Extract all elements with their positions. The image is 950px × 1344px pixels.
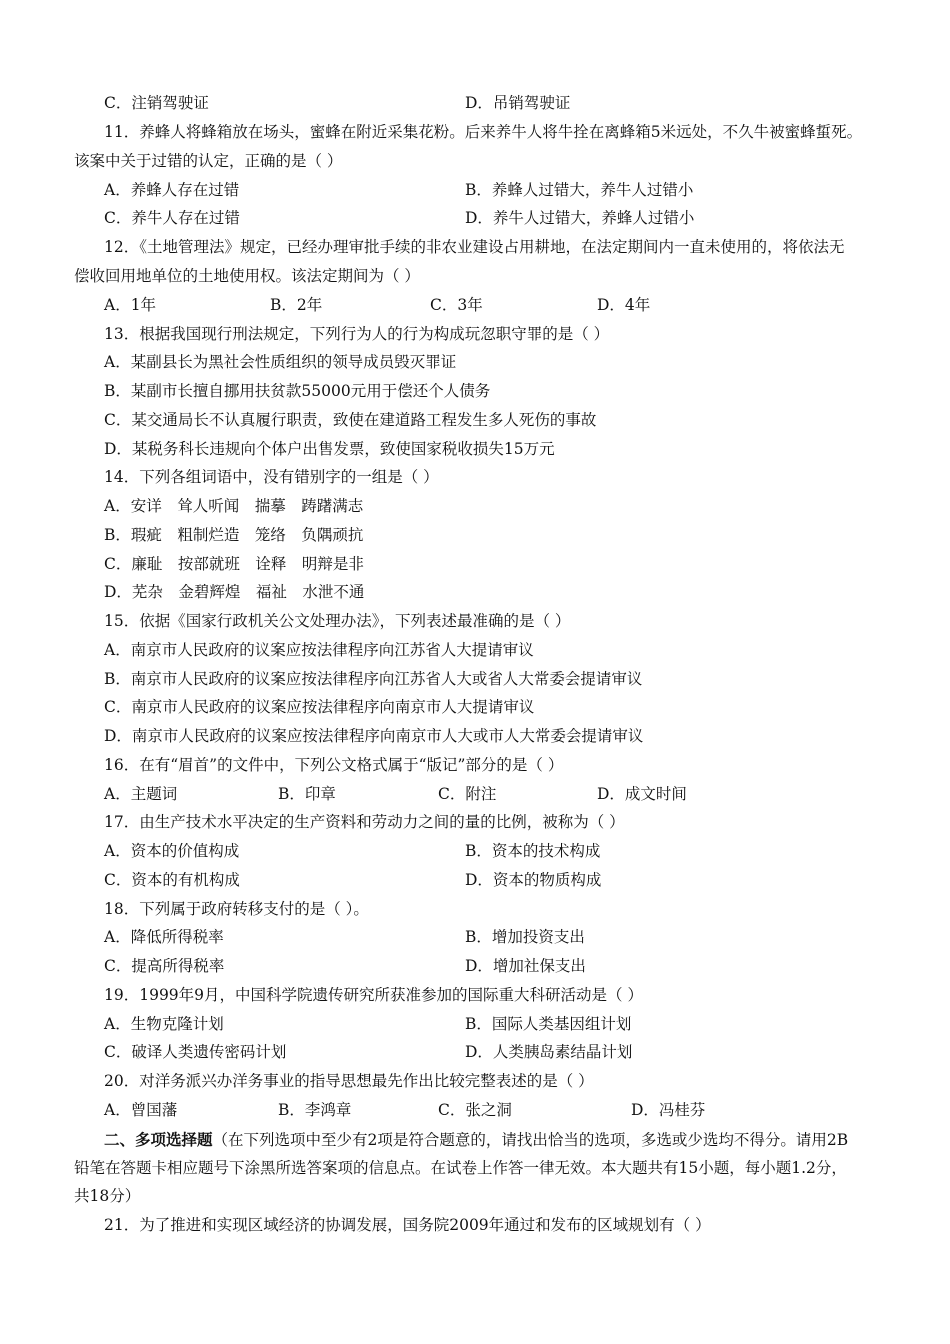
q17-stem-text: 17．由生产技术水平决定的生产资料和劳动力之间的量的比例，被称为（ ）: [104, 813, 625, 831]
section2-instructions-2: 铅笔在答题卡相应题号下涂黑所选答案项的信息点。在试卷上作答一律无效。本大题共有15小题，每小题1.2分，: [74, 1159, 847, 1177]
section2-heading-line: [0, 1125, 950, 1154]
q14-option-d: [0, 578, 950, 607]
q11-options-cd: [0, 204, 950, 233]
q18-option-b: B．增加投资支出: [465, 928, 585, 946]
q14-stem-text: 14．下列各组词语中，没有错别字的一组是（ ）: [104, 468, 439, 486]
q20-options: [0, 1096, 950, 1125]
q17-option-c: C．资本的有机构成: [104, 871, 240, 889]
q19-options-cd: [0, 1038, 950, 1067]
q14-option-a-text: A．安详 耸人听闻 揣摹 踌躇满志: [104, 497, 364, 515]
q12-stem-text-2: 偿收回用地单位的土地使用权。该法定期间为（ ）: [74, 267, 420, 285]
q18-stem: [0, 895, 950, 924]
q16-stem-text: 16．在有“眉首”的文件中，下列公文格式属于“版记”部分的是（ ）: [104, 756, 564, 774]
q14-option-b-text: B．瑕疵 粗制烂造 笼络 负隅顽抗: [104, 526, 364, 544]
q11-stem-text-2: 该案中关于过错的认定，正确的是（ ）: [74, 152, 343, 170]
section2-instructions-1: （在下列选项中至少有2项是符合题意的，请找出恰当的选项，多选或少选均不得分。请用2B: [212, 1131, 849, 1149]
q18-option-a: A．降低所得税率: [104, 928, 224, 946]
q15-stem: [0, 607, 950, 636]
q12-option-b: B．2年: [270, 296, 323, 314]
q16-option-b: B．印章: [278, 785, 336, 803]
q11-option-b: B．养蜂人过错大，养牛人过错小: [465, 181, 694, 199]
q12-stem-line1: [0, 233, 950, 262]
q13-option-a: [0, 348, 950, 377]
q17-options-cd: [0, 866, 950, 895]
q14-stem: [0, 463, 950, 492]
q14-option-c-text: C．廉耻 按部就班 诠释 明辩是非: [104, 555, 364, 573]
q19-stem: [0, 981, 950, 1010]
q11-options-ab: [0, 176, 950, 205]
q17-option-a: A．资本的价值构成: [104, 842, 240, 860]
q17-option-b: B．资本的技术构成: [465, 842, 601, 860]
q11-stem-text-1: 11．养蜂人将蜂箱放在场头，蜜蜂在附近采集花粉。后来养牛人将牛拴在离蜂箱5米远处，不久牛被蜜蜂蜇死。: [104, 123, 863, 141]
q16-option-d: D．成文时间: [597, 785, 687, 803]
section2-instructions-line3: [0, 1182, 950, 1211]
q15-option-a-text: A．南京市人民政府的议案应按法律程序向江苏省人大提请审议: [104, 641, 534, 659]
q19-option-c: C．破译人类遗传密码计划: [104, 1043, 287, 1061]
q20-option-b: B．李鸿章: [278, 1101, 352, 1119]
q10-option-d: D．吊销驾驶证: [465, 94, 571, 112]
q12-stem-text-1: 12．《土地管理法》规定，已经办理审批手续的非农业建设占用耕地，在法定期间内一直未使用的，将依法无: [104, 238, 845, 256]
q13-option-a-text: A．某副县长为黑社会性质组织的领导成员毁灭罪证: [104, 353, 457, 371]
q17-option-d: D．资本的物质构成: [465, 871, 602, 889]
q15-option-d: [0, 722, 950, 751]
q11-option-c: C．养牛人存在过错: [104, 209, 240, 227]
q18-options-ab: [0, 923, 950, 952]
q15-option-b-text: B．南京市人民政府的议案应按法律程序向江苏省人大或省人大常委会提请审议: [104, 670, 643, 688]
q18-options-cd: [0, 952, 950, 981]
q15-option-c-text: C．南京市人民政府的议案应按法律程序向南京市人大提请审议: [104, 698, 535, 716]
q11-stem-line2: [0, 147, 950, 176]
q12-option-a: A．1年: [104, 296, 157, 314]
section2-instructions-line2: [0, 1154, 950, 1183]
q19-option-b: B．国际人类基因组计划: [465, 1015, 632, 1033]
q13-option-b-text: B．某副市长擅自挪用扶贫款55000元用于偿还个人债务: [104, 382, 491, 400]
q18-stem-text: 18．下列属于政府转移支付的是（ ）。: [104, 900, 369, 918]
q12-options: [0, 291, 950, 320]
q12-option-d: D．4年: [597, 296, 651, 314]
q13-stem: [0, 320, 950, 349]
q13-option-c: [0, 406, 950, 435]
q14-option-d-text: D．芜杂 金碧辉煌 福祉 水泄不通: [104, 583, 365, 601]
q16-option-c: C．附注: [438, 785, 497, 803]
q11-option-d: D．养牛人过错大，养蜂人过错小: [465, 209, 695, 227]
q14-option-b: [0, 521, 950, 550]
q13-option-b: [0, 377, 950, 406]
q15-option-c: [0, 693, 950, 722]
q12-stem-line2: [0, 262, 950, 291]
section2-heading: 二、多项选择题: [104, 1130, 213, 1149]
q21-stem: [0, 1211, 950, 1240]
section2-instructions-3: 共18分）: [74, 1187, 141, 1205]
q20-option-a: A．曾国藩: [104, 1101, 178, 1119]
q10-options-cd: [0, 89, 950, 118]
q13-option-c-text: C．某交通局长不认真履行职责，致使在建道路工程发生多人死伤的事故: [104, 411, 597, 429]
q10-option-c: C．注销驾驶证: [104, 94, 209, 112]
section2-heading-group: [104, 1125, 848, 1155]
q14-option-c: [0, 550, 950, 579]
q21-stem-text: 21．为了推进和实现区域经济的协调发展，国务院2009年通过和发布的区域规划有（ ）: [104, 1216, 711, 1234]
q20-stem: [0, 1067, 950, 1096]
q19-option-d: D．人类胰岛素结晶计划: [465, 1043, 633, 1061]
q20-option-c: C．张之洞: [438, 1101, 512, 1119]
q20-stem-text: 20．对洋务派兴办洋务事业的指导思想最先作出比较完整表述的是（ ）: [104, 1072, 594, 1090]
q15-option-a: [0, 636, 950, 665]
q15-option-b: [0, 665, 950, 694]
q14-option-a: [0, 492, 950, 521]
q17-stem: [0, 808, 950, 837]
q19-stem-text: 19．1999年9月，中国科学院遗传研究所获准参加的国际重大科研活动是（ ）: [104, 986, 643, 1004]
q20-option-d: D．冯桂芬: [631, 1101, 706, 1119]
q16-stem: [0, 751, 950, 780]
q19-option-a: A．生物克隆计划: [104, 1015, 224, 1033]
q18-option-c: C．提高所得税率: [104, 957, 225, 975]
q16-option-a: A．主题词: [104, 785, 178, 803]
q17-options-ab: [0, 837, 950, 866]
q19-options-ab: [0, 1010, 950, 1039]
q16-options: [0, 780, 950, 809]
q13-option-d-text: D．某税务科长违规向个体户出售发票，致使国家税收损失15万元: [104, 440, 555, 458]
q15-stem-text: 15．依据《国家行政机关公文处理办法》，下列表述最准确的是（ ）: [104, 612, 571, 630]
q18-option-d: D．增加社保支出: [465, 957, 586, 975]
q13-option-d: [0, 435, 950, 464]
q12-option-c: C．3年: [430, 296, 483, 314]
q15-option-d-text: D．南京市人民政府的议案应按法律程序向南京市人大或市人大常委会提请审议: [104, 727, 644, 745]
q11-option-a: A．养蜂人存在过错: [104, 181, 240, 199]
q13-stem-text: 13．根据我国现行刑法规定，下列行为人的行为构成玩忽职守罪的是（ ）: [104, 325, 610, 343]
q11-stem-line1: [0, 118, 950, 147]
